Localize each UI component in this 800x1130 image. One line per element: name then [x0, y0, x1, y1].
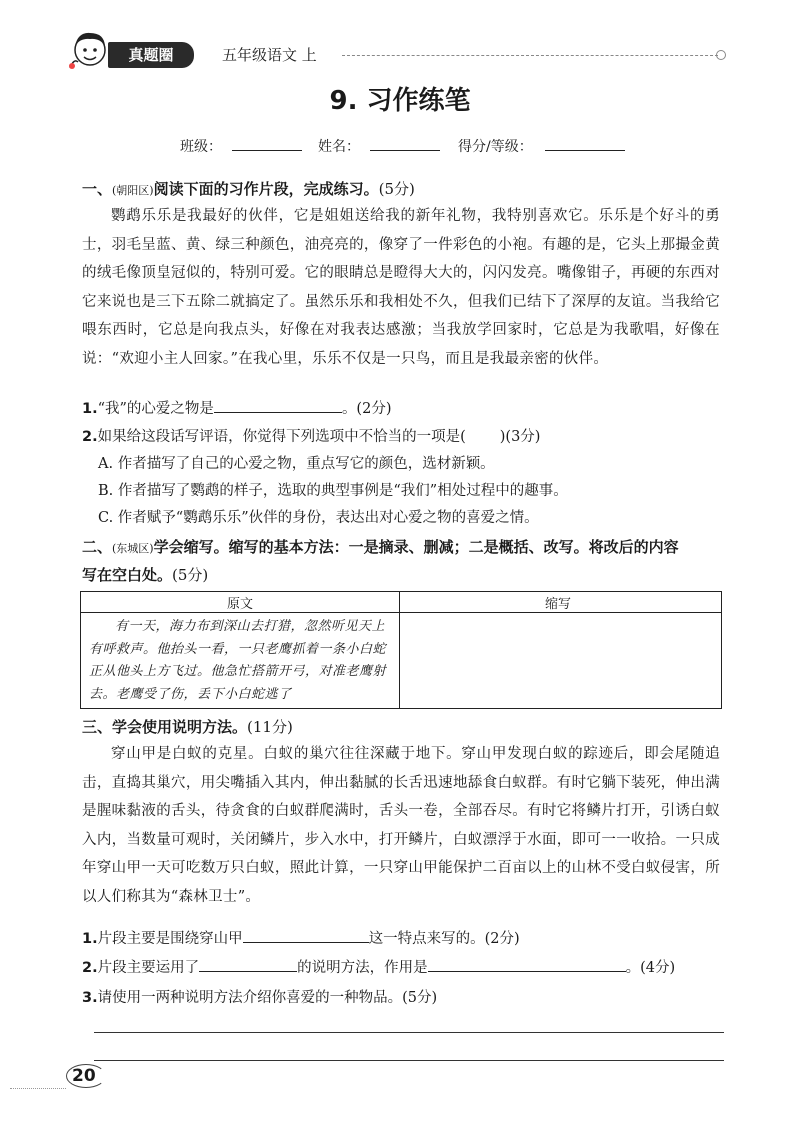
s3-q1-number: 1. — [82, 931, 98, 947]
section2-tag: (东城区) — [112, 542, 154, 555]
score-field[interactable] — [545, 150, 625, 151]
page-number: 20 — [72, 1066, 96, 1086]
s1-q2-number: 2. — [82, 429, 98, 445]
s3-question-2 — [82, 956, 675, 977]
s3-question-1 — [82, 927, 520, 948]
section1-passage: 鹦鹉乐乐是我最好的伙伴，它是姐姐送给我的新年礼物，我特别喜欢它。乐乐是个好斗的勇士，羽毛呈蓝、黄、绿三种颜色，油亮亮的，像穿了一件彩色的小袍。有趣的是，它头上那撮金黄的绒毛像顶皇冠似的，特别可爱。它的眼睛总是瞪得大大的，闪闪发亮。嘴像钳子，再硬的东西对它来说也是三下五除二就搞定了。虽然乐乐和我相处不久，但我们已结下了深厚的友谊。当我给它喂东西时，它总是向我点头，好像在对我表达感激；当我放学回家时，它总是为我歌唱，好像在说：“欢迎小主人回家。”在我心里，乐乐不仅是一只鸟，而且是我最亲密的伙伴。 — [82, 208, 720, 367]
s1-question-1 — [82, 397, 391, 418]
table-condensed-answer-area[interactable] — [401, 614, 719, 706]
section2-number: 二、 — [82, 538, 113, 556]
s1-option-a[interactable]: A. 作者描写了自己的心爱之物，重点写它的颜色，选材新颖。 — [98, 456, 495, 472]
table-header-condensed: 缩写 — [544, 597, 571, 612]
s1-q2-text: 如果给这段话写评语，你觉得下列选项中不恰当的一项是( — [97, 429, 466, 445]
s3-q3-answer-line-1[interactable] — [94, 1032, 724, 1033]
section1-tag: (朝阳区) — [112, 184, 154, 197]
page-title: 9. 习作练笔 — [329, 86, 471, 116]
brand-tag: 真题圈 — [108, 42, 194, 68]
s3-q2-effect-blank[interactable] — [428, 957, 626, 972]
section2-title-line2: 写在空白处。 — [82, 566, 173, 584]
s3-q3-text: 请使用一两种说明方法介绍你喜爱的一种物品。(5分) — [97, 990, 438, 1006]
cartoon-boy-mascot-icon — [66, 28, 114, 72]
class-label: 班级： — [180, 139, 222, 155]
section1-heading — [82, 178, 415, 199]
s3-q2-text-2: 的说明方法，作用是 — [297, 960, 428, 976]
section2-score: (5分) — [172, 566, 209, 584]
s3-q3-number: 3. — [82, 990, 98, 1006]
section3-score: (11分) — [247, 718, 293, 736]
s3-q1-text: 片段主要是围绕穿山甲 — [97, 931, 243, 947]
section3-heading — [82, 716, 293, 737]
section3-title: 学会使用说明方法。 — [112, 718, 248, 736]
s3-q2-number: 2. — [82, 960, 98, 976]
s1-q1-number: 1. — [82, 401, 98, 417]
condense-table — [80, 591, 722, 709]
s3-question-3 — [82, 986, 437, 1007]
s3-q3-answer-line-2[interactable] — [94, 1060, 724, 1061]
section1-number: 一、 — [82, 180, 113, 198]
section3-number: 三、 — [82, 718, 113, 736]
s1-q1-score: 。(2分) — [341, 401, 392, 417]
section2-heading — [82, 534, 722, 588]
header-subject: 五年级语文 上 — [222, 46, 317, 64]
header-divider — [342, 55, 718, 56]
s1-question-2 — [82, 425, 540, 446]
name-field[interactable] — [370, 150, 440, 151]
s1-option-b[interactable]: B. 作者描写了鹦鹉的样子，选取的典型事例是“我们”相处过程中的趣事。 — [98, 483, 568, 499]
section3-passage: 穿山甲是白蚁的克星。白蚁的巢穴往往深藏于地下。穿山甲发现白蚁的踪迹后，即会尾随追击，直捣其巢穴，用尖嘴插入其内，伸出黏腻的长舌迅速地舔食白蚁群。有时它躺下装死，伸出满是腥味黏液的舌头，待贪食的白蚁群爬满时，舌头一卷，全部吞尽。有时它将鳞片打开，引诱白蚁入内，当数量可观时，关闭鳞片，步入水中，打开鳞片，白蚁漂浮于水面，即可一一收拾。一只成年穿山甲一天可吃数万只白蚁，照此计算，一只穿山甲能保护二百亩以上的山林不受白蚁侵害，所以人们称其为“森林卫士”。 — [82, 746, 720, 905]
table-header-divider — [81, 612, 721, 613]
section1-title: 阅读下面的习作片段，完成练习。 — [153, 180, 379, 198]
s1-q1-answer-blank[interactable] — [214, 398, 342, 413]
s3-q2-score: 。(4分) — [625, 960, 676, 976]
class-field[interactable] — [232, 150, 302, 151]
table-header-original: 原文 — [226, 597, 253, 612]
table-original-text: 有一天，海力布到深山去打猎，忽然听见天上有呼救声。他抬头一看，一只老鹰抓着一条小白蛇正从他头上方飞过。他急忙搭箭开弓，对准老鹰射去。老鹰受了伤，丢下小白蛇逃了 — [89, 619, 387, 702]
s3-q2-text: 片段主要运用了 — [97, 960, 200, 976]
s3-q1-score: 这一特点来写的。(2分) — [368, 931, 520, 947]
section2-title-line1: 学会缩写。缩写的基本方法：一是摘录、删减；二是概括、改写。将改后的内容 — [153, 538, 679, 556]
s1-option-c[interactable]: C. 作者赋予“鹦鹉乐乐”伙伴的身份，表达出对心爱之物的喜爱之情。 — [98, 510, 539, 526]
footer-divider — [10, 1088, 66, 1089]
s3-q2-method-blank[interactable] — [199, 957, 297, 972]
s3-q1-answer-blank[interactable] — [243, 928, 369, 943]
section1-score: (5分) — [378, 180, 415, 198]
s1-q1-text: “我”的心爱之物是 — [97, 401, 214, 417]
name-label: 姓名： — [318, 139, 360, 155]
score-label: 得分/等级： — [458, 139, 533, 155]
header-divider-end — [716, 50, 726, 60]
s1-q2-score: )(3分) — [499, 429, 541, 445]
